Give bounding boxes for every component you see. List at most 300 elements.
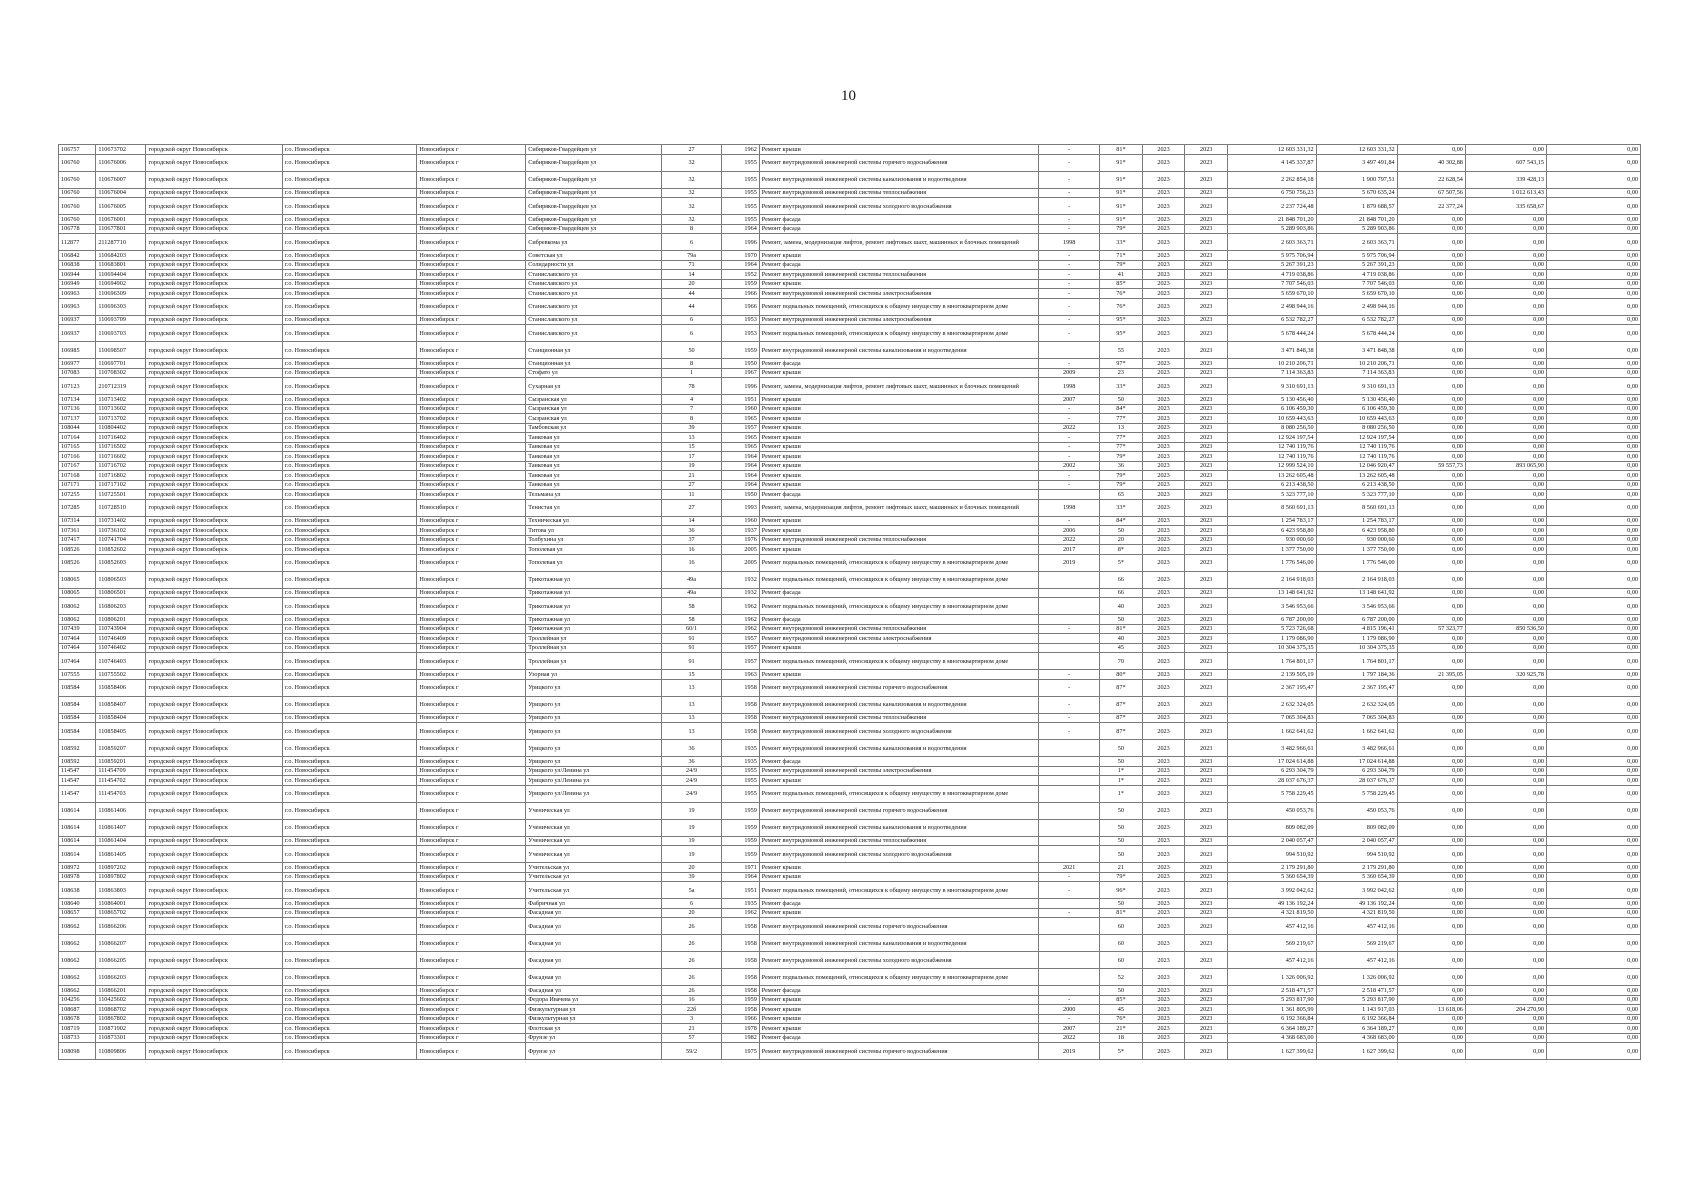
cell-house-id: 108065 [59, 588, 96, 598]
cell-owner-cost: 0,00 [1397, 836, 1465, 846]
cell-fund-cost: 13 262 605,48 [1316, 471, 1397, 481]
cell-municipality: городской округ Новосибирск [146, 279, 283, 289]
cell-settlement: Новосибирск г [417, 442, 526, 452]
cell-municipality: городской округ Новосибирск [146, 740, 283, 757]
cell-budget-cost: 0,00 [1465, 696, 1546, 713]
cell-build-year: 1976 [722, 535, 759, 545]
cell-work-id: 110697701 [96, 359, 146, 369]
cell-street: Урицкого ул [526, 679, 661, 696]
cell-work-type: Ремонт внутридомовой инженерной системы теплоснабжения [759, 535, 1038, 545]
cell-plan-year-end: 2023 [1185, 298, 1228, 315]
cell-wear-percent: 23 [1100, 368, 1143, 378]
cell-settlement: Новосибирск г [417, 882, 526, 899]
table-row [59, 279, 1641, 289]
cell-work-type: Ремонт подвальных помещений, относящихся к общему имуществу в многоквартирном доме [759, 969, 1038, 986]
cell-budget-cost: 0,00 [1465, 1024, 1546, 1034]
cell-settlement: Новосибирск г [417, 526, 526, 536]
cell-other-cost: 0,00 [1546, 442, 1640, 452]
cell-fund-cost: 5 267 391,23 [1316, 260, 1397, 270]
cell-owner-cost: 0,00 [1397, 713, 1465, 723]
cell-other-cost: 0,00 [1546, 342, 1640, 359]
cell-budget-cost: 0,00 [1465, 315, 1546, 325]
cell-street: Сибиряков-Гвардейцев ул [526, 145, 661, 155]
cell-house-id: 108662 [59, 935, 96, 952]
cell-work-type: Ремонт крыши [759, 471, 1038, 481]
cell-wear-percent: 52 [1100, 969, 1143, 986]
cell-street: Станиславского ул [526, 325, 661, 342]
cell-plan-year-end: 2023 [1185, 368, 1228, 378]
table-row [59, 414, 1641, 424]
cell-build-year: 1964 [722, 480, 759, 490]
cell-build-year: 2005 [722, 554, 759, 571]
cell-other-cost: 0,00 [1546, 452, 1640, 462]
cell-plan-year-start: 2023 [1142, 145, 1185, 155]
cell-other-cost: 0,00 [1546, 325, 1640, 342]
cell-other-cost: 0,00 [1546, 882, 1640, 899]
cell-settlement: Новосибирск г [417, 471, 526, 481]
cell-owner-cost: 0,00 [1397, 696, 1465, 713]
cell-district: г.о. Новосибирск [282, 423, 416, 433]
cell-wear-percent: 1* [1100, 785, 1143, 802]
cell-wear-percent: 1* [1100, 766, 1143, 776]
cell-last-repair-year: - [1039, 713, 1100, 723]
cell-settlement: Новосибирск г [417, 298, 526, 315]
cell-owner-cost: 22 377,24 [1397, 198, 1465, 215]
cell-wear-percent: 79* [1100, 224, 1143, 234]
cell-settlement: Новосибирск г [417, 215, 526, 225]
cell-budget-cost: 0,00 [1465, 995, 1546, 1005]
cell-budget-cost: 0,00 [1465, 836, 1546, 846]
cell-budget-cost: 0,00 [1465, 634, 1546, 644]
table-row [59, 224, 1641, 234]
cell-wear-percent: 76* [1100, 298, 1143, 315]
cell-street: Флотская ул [526, 1024, 661, 1034]
cell-plan-year-start: 2023 [1142, 1033, 1185, 1043]
cell-municipality: городской округ Новосибирск [146, 154, 283, 171]
cell-work-id: 210712319 [96, 378, 146, 395]
cell-other-cost: 0,00 [1546, 279, 1640, 289]
cell-other-cost: 0,00 [1546, 713, 1640, 723]
cell-last-repair-year: - [1039, 480, 1100, 490]
cell-municipality: городской округ Новосибирск [146, 986, 283, 996]
cell-settlement: Новосибирск г [417, 198, 526, 215]
cell-total-cost: 12 924 197,54 [1228, 433, 1317, 443]
cell-district: г.о. Новосибирск [282, 404, 416, 414]
cell-owner-cost: 0,00 [1397, 342, 1465, 359]
cell-settlement: Новосибирск г [417, 634, 526, 644]
cell-other-cost: 0,00 [1546, 404, 1640, 414]
cell-fund-cost: 1 254 783,17 [1316, 516, 1397, 526]
cell-work-type: Ремонт крыши [759, 414, 1038, 424]
cell-wear-percent: 77* [1100, 433, 1143, 443]
cell-work-id: 110897802 [96, 872, 146, 882]
cell-total-cost: 809 082,09 [1228, 819, 1317, 836]
cell-other-cost: 0,00 [1546, 615, 1640, 625]
cell-build-year: 2005 [722, 545, 759, 555]
cell-district: г.о. Новосибирск [282, 872, 416, 882]
cell-fund-cost: 10 210 206,71 [1316, 359, 1397, 369]
cell-plan-year-end: 2023 [1185, 757, 1228, 767]
cell-house-id: 107314 [59, 516, 96, 526]
cell-owner-cost: 0,00 [1397, 368, 1465, 378]
cell-work-id: 110725501 [96, 490, 146, 500]
cell-fund-cost: 8 560 691,13 [1316, 499, 1397, 516]
cell-municipality: городской округ Новосибирск [146, 679, 283, 696]
cell-total-cost: 5 267 391,23 [1228, 260, 1317, 270]
cell-house-id: 107555 [59, 670, 96, 680]
cell-budget-cost: 0,00 [1465, 234, 1546, 251]
cell-municipality: городской округ Новосибирск [146, 899, 283, 909]
cell-municipality: городской округ Новосибирск [146, 442, 283, 452]
cell-house-id: 107255 [59, 490, 96, 500]
cell-work-type: Ремонт внутридомовой инженерной системы электроснабжения [759, 289, 1038, 299]
cell-district: г.о. Новосибирск [282, 634, 416, 644]
cell-house-id: 108592 [59, 740, 96, 757]
cell-street: Учительская ул [526, 882, 661, 899]
cell-house-id: 114547 [59, 785, 96, 802]
cell-municipality: городской округ Новосибирск [146, 325, 283, 342]
table-row [59, 1033, 1641, 1043]
cell-fund-cost: 17 024 614,88 [1316, 757, 1397, 767]
cell-municipality: городской округ Новосибирск [146, 171, 283, 188]
cell-work-id: 110698507 [96, 342, 146, 359]
cell-work-type: Ремонт внутридомовой инженерной системы горячего водоснабжения [759, 154, 1038, 171]
cell-street: Сухарная ул [526, 378, 661, 395]
cell-last-repair-year: - [1039, 882, 1100, 899]
cell-owner-cost: 0,00 [1397, 679, 1465, 696]
cell-plan-year-end: 2023 [1185, 846, 1228, 863]
cell-plan-year-end: 2023 [1185, 1005, 1228, 1015]
cell-owner-cost: 0,00 [1397, 766, 1465, 776]
cell-other-cost: 0,00 [1546, 598, 1640, 615]
cell-budget-cost: 0,00 [1465, 433, 1546, 443]
cell-other-cost: 0,00 [1546, 490, 1640, 500]
cell-street: Троллейная ул [526, 643, 661, 653]
cell-total-cost: 17 024 614,88 [1228, 757, 1317, 767]
cell-budget-cost: 0,00 [1465, 766, 1546, 776]
cell-street: Трикотажная ул [526, 598, 661, 615]
cell-settlement: Новосибирск г [417, 368, 526, 378]
cell-plan-year-start: 2023 [1142, 766, 1185, 776]
cell-other-cost: 0,00 [1546, 251, 1640, 261]
cell-work-id: 110716402 [96, 433, 146, 443]
cell-district: г.о. Новосибирск [282, 279, 416, 289]
cell-owner-cost: 0,00 [1397, 588, 1465, 598]
cell-work-type: Ремонт крыши [759, 1014, 1038, 1024]
cell-build-year: 1957 [722, 643, 759, 653]
cell-work-type: Ремонт фасада [759, 986, 1038, 996]
cell-municipality: городской округ Новосибирск [146, 198, 283, 215]
cell-budget-cost: 0,00 [1465, 414, 1546, 424]
cell-work-type: Ремонт внутридомовой инженерной системы теплоснабжения [759, 624, 1038, 634]
cell-street: Танковая ул [526, 461, 661, 471]
cell-municipality: городской округ Новосибирск [146, 404, 283, 414]
cell-work-type: Ремонт внутридомовой инженерной системы канализования и водоотведения [759, 696, 1038, 713]
table-row [59, 215, 1641, 225]
cell-house-number: 6 [661, 234, 722, 251]
cell-settlement: Новосибирск г [417, 554, 526, 571]
cell-house-number: 4 [661, 395, 722, 405]
cell-build-year: 1958 [722, 1005, 759, 1015]
cell-municipality: городской округ Новосибирск [146, 480, 283, 490]
cell-district: г.о. Новосибирск [282, 679, 416, 696]
cell-wear-percent: 21 [1100, 863, 1143, 873]
cell-plan-year-start: 2023 [1142, 624, 1185, 634]
cell-build-year: 1955 [722, 171, 759, 188]
cell-settlement: Новосибирск г [417, 378, 526, 395]
cell-fund-cost: 2 518 471,57 [1316, 986, 1397, 996]
cell-house-number: 24/9 [661, 785, 722, 802]
cell-street: Фасадная ул [526, 952, 661, 969]
cell-street: Урицкого ул/Ленина ул [526, 776, 661, 786]
cell-owner-cost: 0,00 [1397, 471, 1465, 481]
cell-budget-cost: 0,00 [1465, 1043, 1546, 1060]
cell-municipality: городской округ Новосибирск [146, 713, 283, 723]
cell-municipality: городской округ Новосибирск [146, 490, 283, 500]
table-row [59, 545, 1641, 555]
cell-build-year: 1996 [722, 234, 759, 251]
cell-plan-year-end: 2023 [1185, 198, 1228, 215]
cell-plan-year-start: 2023 [1142, 1024, 1185, 1034]
cell-street: Станиславского ул [526, 279, 661, 289]
cell-fund-cost: 5 670 635,24 [1316, 188, 1397, 198]
cell-street: Станционная ул [526, 342, 661, 359]
cell-owner-cost: 0,00 [1397, 554, 1465, 571]
cell-plan-year-end: 2023 [1185, 490, 1228, 500]
cell-work-type: Ремонт внутридомовой инженерной системы теплоснабжения [759, 270, 1038, 280]
cell-budget-cost: 0,00 [1465, 598, 1546, 615]
cell-budget-cost: 0,00 [1465, 224, 1546, 234]
cell-work-id: 110897202 [96, 863, 146, 873]
cell-plan-year-start: 2023 [1142, 526, 1185, 536]
cell-plan-year-start: 2023 [1142, 215, 1185, 225]
cell-settlement: Новосибирск г [417, 670, 526, 680]
cell-total-cost: 1 662 641,62 [1228, 723, 1317, 740]
cell-last-repair-year [1039, 571, 1100, 588]
cell-owner-cost: 0,00 [1397, 740, 1465, 757]
cell-budget-cost: 0,00 [1465, 325, 1546, 342]
cell-work-type: Ремонт внутридомовой инженерной системы канализования и водоотведения [759, 819, 1038, 836]
cell-house-number: 15 [661, 442, 722, 452]
cell-house-number: 26 [661, 952, 722, 969]
cell-municipality: городской округ Новосибирск [146, 935, 283, 952]
cell-total-cost: 8 080 256,50 [1228, 423, 1317, 433]
cell-last-repair-year: 1998 [1039, 234, 1100, 251]
cell-wear-percent: 80* [1100, 670, 1143, 680]
cell-settlement: Новосибирск г [417, 819, 526, 836]
table-row [59, 776, 1641, 786]
cell-plan-year-start: 2023 [1142, 289, 1185, 299]
cell-house-number: 19 [661, 836, 722, 846]
cell-plan-year-end: 2023 [1185, 315, 1228, 325]
cell-fund-cost: 28 037 676,37 [1316, 776, 1397, 786]
cell-last-repair-year: - [1039, 1014, 1100, 1024]
cell-total-cost: 10 659 443,63 [1228, 414, 1317, 424]
cell-house-number: 13 [661, 696, 722, 713]
cell-work-type: Ремонт, замена, модернизация лифтов, ремонт лифтовых шахт, машинных и блочных помещений [759, 499, 1038, 516]
cell-settlement: Новосибирск г [417, 251, 526, 261]
cell-total-cost: 7 065 304,83 [1228, 713, 1317, 723]
cell-owner-cost: 0,00 [1397, 499, 1465, 516]
cell-settlement: Новосибирск г [417, 224, 526, 234]
cell-owner-cost: 22 628,54 [1397, 171, 1465, 188]
cell-work-id: 111454702 [96, 776, 146, 786]
cell-municipality: городской округ Новосибирск [146, 423, 283, 433]
cell-fund-cost: 5 975 706,94 [1316, 251, 1397, 261]
cell-work-id: 110858404 [96, 713, 146, 723]
cell-work-type: Ремонт внутридомовой инженерной системы холодного водоснабжения [759, 723, 1038, 740]
cell-street: Танковая ул [526, 452, 661, 462]
cell-plan-year-end: 2023 [1185, 545, 1228, 555]
cell-owner-cost: 0,00 [1397, 490, 1465, 500]
cell-municipality: городской округ Новосибирск [146, 995, 283, 1005]
cell-total-cost: 13 262 605,48 [1228, 471, 1317, 481]
cell-build-year: 1951 [722, 395, 759, 405]
cell-fund-cost: 1 377 750,00 [1316, 545, 1397, 555]
cell-plan-year-end: 2023 [1185, 679, 1228, 696]
cell-settlement: Новосибирск г [417, 270, 526, 280]
cell-district: г.о. Новосибирск [282, 545, 416, 555]
cell-district: г.о. Новосибирск [282, 433, 416, 443]
cell-last-repair-year [1039, 643, 1100, 653]
cell-budget-cost: 0,00 [1465, 395, 1546, 405]
cell-municipality: городской округ Новосибирск [146, 1005, 283, 1015]
cell-work-id: 110676005 [96, 198, 146, 215]
cell-street: Урицкого ул [526, 713, 661, 723]
cell-other-cost: 0,00 [1546, 395, 1640, 405]
cell-owner-cost: 0,00 [1397, 452, 1465, 462]
cell-work-type: Ремонт внутридомовой инженерной системы канализования и водоотведения [759, 935, 1038, 952]
cell-work-id: 110858405 [96, 723, 146, 740]
cell-work-type: Ремонт крыши [759, 145, 1038, 155]
cell-budget-cost: 0,00 [1465, 145, 1546, 155]
cell-street: Сибиряков-Гвардейцев ул [526, 215, 661, 225]
cell-house-id: 106760 [59, 154, 96, 171]
cell-last-repair-year: - [1039, 995, 1100, 1005]
cell-plan-year-end: 2023 [1185, 154, 1228, 171]
cell-work-type: Ремонт фасада [759, 588, 1038, 598]
cell-house-number: 27 [661, 499, 722, 516]
cell-total-cost: 930 000,60 [1228, 535, 1317, 545]
cell-house-number: 24/9 [661, 766, 722, 776]
cell-last-repair-year: 2007 [1039, 1024, 1100, 1034]
cell-street: Федора Ивачева ул [526, 995, 661, 1005]
cell-house-id: 108044 [59, 423, 96, 433]
cell-municipality: городской округ Новосибирск [146, 545, 283, 555]
cell-plan-year-start: 2023 [1142, 516, 1185, 526]
cell-budget-cost: 0,00 [1465, 516, 1546, 526]
capital-repair-table [58, 144, 1641, 1060]
cell-last-repair-year: - [1039, 289, 1100, 299]
cell-budget-cost: 0,00 [1465, 452, 1546, 462]
cell-total-cost: 994 510,92 [1228, 846, 1317, 863]
cell-other-cost: 0,00 [1546, 461, 1640, 471]
cell-budget-cost: 0,00 [1465, 846, 1546, 863]
cell-house-number: 24/9 [661, 776, 722, 786]
cell-municipality: городской округ Новосибирск [146, 289, 283, 299]
table-row [59, 234, 1641, 251]
cell-fund-cost: 5 289 903,86 [1316, 224, 1397, 234]
cell-district: г.о. Новосибирск [282, 571, 416, 588]
cell-work-id: 110866207 [96, 935, 146, 952]
cell-plan-year-end: 2023 [1185, 670, 1228, 680]
cell-wear-percent: 79* [1100, 480, 1143, 490]
cell-build-year: 1966 [722, 298, 759, 315]
cell-other-cost: 0,00 [1546, 969, 1640, 986]
cell-work-id: 111454709 [96, 766, 146, 776]
cell-district: г.о. Новосибирск [282, 836, 416, 846]
cell-fund-cost: 6 364 189,27 [1316, 1024, 1397, 1034]
cell-plan-year-end: 2023 [1185, 325, 1228, 342]
cell-last-repair-year [1039, 836, 1100, 846]
cell-street: Тенистая ул [526, 499, 661, 516]
cell-work-type: Ремонт крыши [759, 461, 1038, 471]
cell-work-type: Ремонт фасада [759, 1033, 1038, 1043]
cell-owner-cost: 0,00 [1397, 215, 1465, 225]
cell-municipality: городской округ Новосибирск [146, 471, 283, 481]
cell-plan-year-start: 2023 [1142, 535, 1185, 545]
cell-settlement: Новосибирск г [417, 995, 526, 1005]
cell-work-id: 110694404 [96, 270, 146, 280]
cell-plan-year-end: 2023 [1185, 696, 1228, 713]
cell-total-cost: 6 364 189,27 [1228, 1024, 1317, 1034]
cell-house-id: 107165 [59, 442, 96, 452]
cell-municipality: городской округ Новосибирск [146, 499, 283, 516]
cell-house-id: 108662 [59, 952, 96, 969]
cell-plan-year-end: 2023 [1185, 1014, 1228, 1024]
cell-other-cost: 0,00 [1546, 315, 1640, 325]
cell-owner-cost: 0,00 [1397, 935, 1465, 952]
cell-settlement: Новосибирск г [417, 1043, 526, 1060]
cell-district: г.о. Новосибирск [282, 251, 416, 261]
cell-build-year: 1953 [722, 325, 759, 342]
cell-owner-cost: 0,00 [1397, 480, 1465, 490]
cell-last-repair-year: - [1039, 145, 1100, 155]
cell-house-id: 106842 [59, 251, 96, 261]
cell-street: Тополевая ул [526, 554, 661, 571]
cell-municipality: городской округ Новосибирск [146, 1043, 283, 1060]
cell-street: Техническая ул [526, 516, 661, 526]
cell-other-cost: 0,00 [1546, 1033, 1640, 1043]
cell-plan-year-end: 2023 [1185, 863, 1228, 873]
cell-settlement: Новосибирск г [417, 872, 526, 882]
cell-wear-percent: 40 [1100, 634, 1143, 644]
table-row [59, 490, 1641, 500]
cell-house-id: 107166 [59, 452, 96, 462]
cell-fund-cost: 7 707 546,03 [1316, 279, 1397, 289]
cell-wear-percent: 50 [1100, 757, 1143, 767]
cell-settlement: Новосибирск г [417, 918, 526, 935]
cell-house-id: 107464 [59, 643, 96, 653]
table-row [59, 404, 1641, 414]
cell-total-cost: 10 304 375,35 [1228, 643, 1317, 653]
cell-wear-percent: 85* [1100, 279, 1143, 289]
cell-build-year: 1958 [722, 935, 759, 952]
cell-street: Фасадная ул [526, 935, 661, 952]
cell-work-id: 110866205 [96, 952, 146, 969]
cell-owner-cost: 0,00 [1397, 1024, 1465, 1034]
cell-settlement: Новосибирск г [417, 713, 526, 723]
cell-work-id: 110809806 [96, 1043, 146, 1060]
cell-plan-year-end: 2023 [1185, 270, 1228, 280]
cell-plan-year-end: 2023 [1185, 171, 1228, 188]
cell-build-year: 1962 [722, 624, 759, 634]
cell-budget-cost: 0,00 [1465, 969, 1546, 986]
cell-street: Фасадная ул [526, 969, 661, 986]
cell-wear-percent: 87* [1100, 713, 1143, 723]
cell-other-cost: 0,00 [1546, 757, 1640, 767]
cell-work-type: Ремонт внутридомовой инженерной системы холодного водоснабжения [759, 846, 1038, 863]
